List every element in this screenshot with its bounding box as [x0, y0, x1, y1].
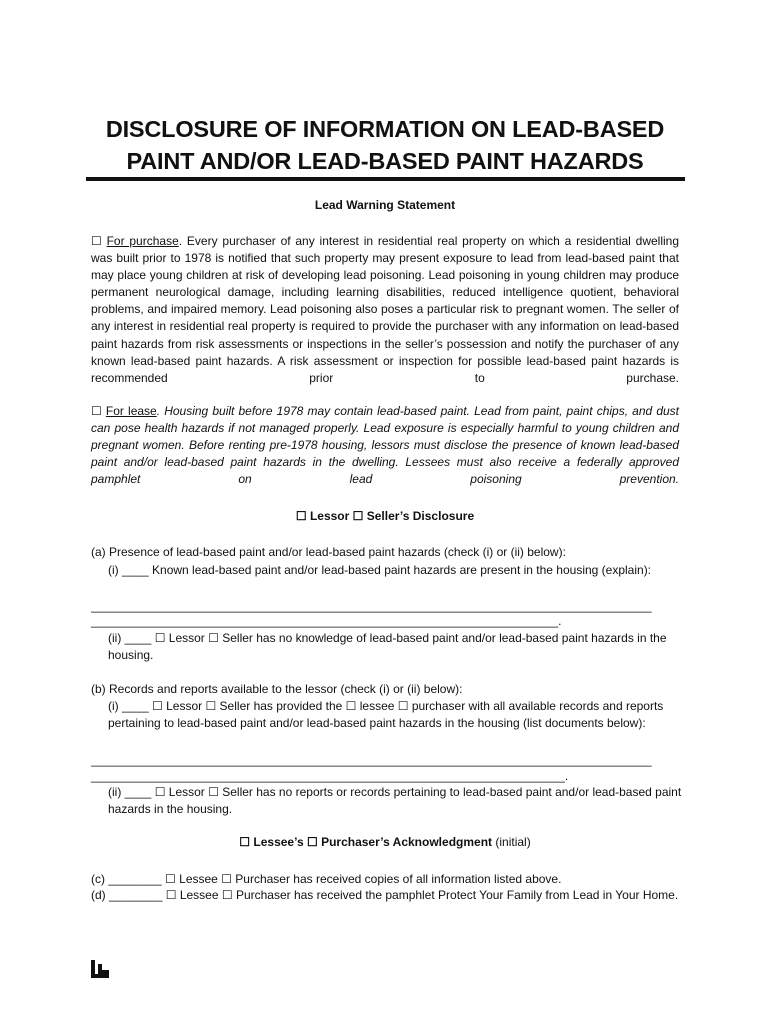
lease-label: For lease: [105, 404, 157, 418]
seller-disclosure-heading: ☐ Lessor ☐ Seller’s Disclosure: [295, 509, 475, 523]
acknowledgment-heading: [90, 835, 680, 849]
title-line-2: PAINT AND/OR LEAD-BASED PAINT HAZARDS: [126, 148, 644, 174]
document-title: [85, 113, 685, 177]
title-line-1: DISCLOSURE OF INFORMATION ON LEAD-BASED: [105, 116, 665, 142]
section-b-item-i: (i) ____ ☐ Lessor ☐ Seller has provided the ☐ lessee ☐ purchaser with all available records and reports pertaining to lead-based paint and/or lead-based paint hazards in the housing (list documents below):: [108, 699, 664, 731]
section-a-item-i: (i) ____ Known lead-based paint and/or lead-based paint hazards are present in the housing (explain):: [108, 563, 652, 577]
section-a-intro: (a) Presence of lead-based paint and/or lead-based paint hazards (check (i) or (ii) below):: [91, 545, 566, 559]
item-d: (d) ________ ☐ Lessee ☐ Purchaser has received the pamphlet Protect Your Family from Lead in Your Home.: [91, 888, 679, 902]
section-b-intro: (b) Records and reports available to the lessor (check (i) or (ii) below):: [91, 682, 463, 696]
acknowledgment-heading-bold: ☐ Lessee’s ☐ Purchaser’s Acknowledgment: [239, 835, 493, 849]
purchase-paragraph: [91, 233, 679, 387]
item-c: (c) ________ ☐ Lessee ☐ Purchaser has received copies of all information listed above.: [91, 872, 562, 886]
lease-checkbox[interactable]: ☐: [91, 404, 102, 418]
section-b-item-ii: (ii) ____ ☐ Lessor ☐ Seller has no reports or records pertaining to lead-based paint and/or lead-based paint hazards in the housing.: [108, 785, 682, 817]
lease-text: . Housing built before 1978 may contain lead-based paint. Lead from paint, paint chips, and dust can pose health hazards if not managed properly. Lead exposure is especially harmful to young children and pregnant women. Before renting pre-1978 housing, lessors must disclose the presence of known lead-based paint and/or lead-based paint hazards in the dwelling. Lessees must also receive a federally approved pamphlet on lead poisoning prevention.: [91, 404, 680, 487]
section-b-blank-line-1[interactable]: ____________________________________________________________________________________: [91, 753, 652, 767]
section-b-blank-line-2[interactable]: _______________________________________________________________________.: [91, 769, 569, 783]
lead-warning-heading: Lead Warning Statement: [314, 198, 456, 212]
title-divider: [86, 177, 685, 181]
purchase-text: . Every purchaser of any interest in residential real property on which a residential dwelling was built prior to 1978 is notified that such property may present exposure to lead from lead-based paint that may place young children at risk of developing lead poisoning. Lead poisoning in young children may produce permanent neurological damage, including learning disabilities, reduced intelligence quotient, behavioral problems, and impaired memory. Lead poisoning also poses a particular risk to pregnant women. The seller of any interest in residential real property is required to provide the purchaser with any information on lead-based paint hazards from risk assessments or inspections in the seller’s possession and notify the purchaser of any known lead-based paint hazards. A risk assessment or inspection for possible lead-based paint hazards is recommended prior to purchase.: [91, 234, 680, 385]
section-a-blank-line-2[interactable]: ______________________________________________________________________.: [91, 614, 562, 628]
section-a-item-ii: (ii) ____ ☐ Lessor ☐ Seller has no knowledge of lead-based paint and/or lead-based paint hazards in the housing.: [108, 631, 667, 663]
acknowledgment-heading-initial: (initial): [492, 835, 531, 849]
purchase-label: For purchase: [106, 234, 179, 248]
brand-logo-icon: [91, 960, 109, 978]
section-a-blank-line-1[interactable]: ____________________________________________________________________________________: [91, 599, 652, 613]
lease-paragraph: [91, 403, 679, 488]
purchase-checkbox[interactable]: ☐: [91, 234, 102, 248]
